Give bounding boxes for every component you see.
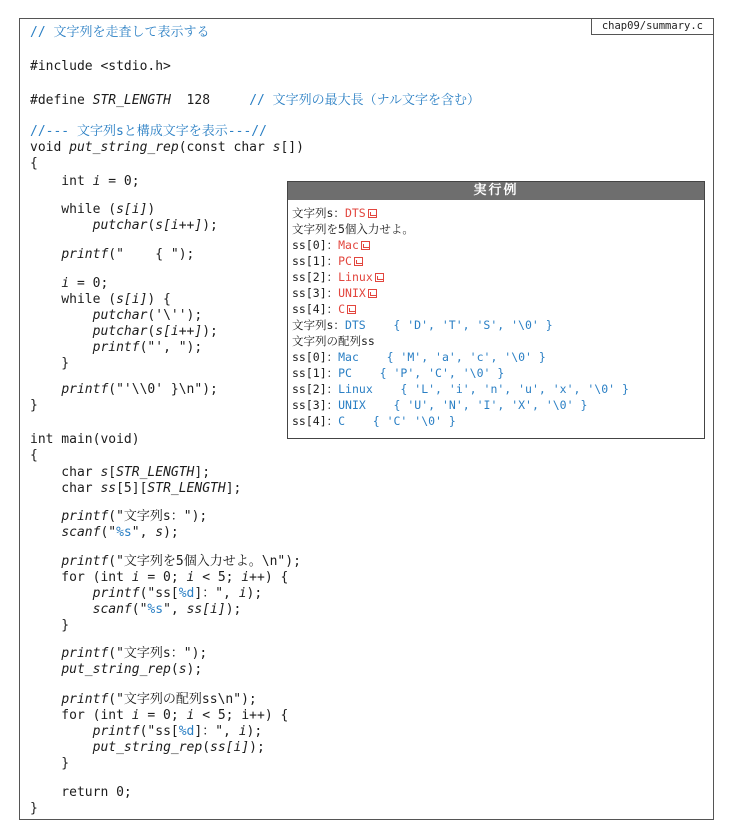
output-value: Mac { 'M', 'a', 'c', '\0' } (338, 350, 546, 364)
output-text: 文字列s： (292, 206, 345, 220)
code-line: { (30, 448, 38, 463)
code-token (30, 324, 93, 339)
code-token: printf (61, 247, 109, 262)
code-token (30, 509, 61, 524)
output-line (292, 253, 363, 269)
code-token: put_string_rep (61, 662, 171, 677)
code-token: ]：", (194, 724, 239, 739)
code-token: []) (280, 140, 304, 155)
output-line (292, 349, 546, 365)
code-token (30, 340, 93, 355)
code-token: ]; (225, 481, 242, 496)
code-token: < 5; (194, 570, 242, 585)
code-token: 128 (170, 93, 250, 108)
code-token: put_string_rep (69, 140, 179, 155)
code-token: s[i] (116, 202, 148, 217)
code-token: while ( (30, 292, 117, 307)
output-text: ss[0]： (292, 350, 339, 364)
code-token: (" (131, 602, 148, 617)
output-value: C { 'C' '\0' } (338, 414, 456, 428)
user-input: Mac (338, 238, 359, 252)
code-token (30, 525, 61, 540)
code-line (30, 174, 140, 190)
output-line (292, 301, 356, 317)
output-line (292, 381, 629, 397)
code-token: ); (163, 525, 179, 540)
code-token: printf (92, 724, 140, 739)
code-token: for (int (30, 708, 132, 723)
user-input: PC (338, 254, 352, 268)
code-token: ++) { (249, 570, 289, 585)
output-value: PC { 'P', 'C', '\0' } (338, 366, 505, 380)
code-line (30, 382, 218, 398)
code-token (30, 646, 61, 661)
code-token: ) (147, 202, 156, 217)
code-token: while ( (30, 202, 117, 217)
code-token: ); (249, 740, 265, 755)
code-token: %s (147, 602, 164, 617)
code-token (30, 740, 93, 755)
code-token: #define (30, 93, 93, 108)
code-line-comment-title: // 文字列を走査して表示する (30, 25, 210, 40)
code-token: ); (246, 724, 263, 739)
code-token: [ (108, 465, 117, 480)
code-token (30, 218, 93, 233)
return-key-icon (361, 241, 370, 250)
code-token: putchar (92, 218, 148, 233)
code-line (30, 465, 210, 481)
return-key-icon (368, 209, 377, 218)
code-token (30, 308, 93, 323)
code-token: i (241, 570, 250, 585)
code-token: (" { "); (108, 247, 195, 262)
code-token: ( (147, 218, 156, 233)
code-token: < 5; i++) { (194, 708, 289, 723)
code-token: = 0; (69, 276, 109, 291)
code-token: ("', "); (139, 340, 203, 355)
code-token: ( (147, 324, 156, 339)
code-token: printf (92, 586, 140, 601)
output-text: ss[3]： (292, 286, 339, 300)
code-line: } (30, 618, 70, 633)
code-token: s[i] (116, 292, 148, 307)
output-text: ss[3]： (292, 398, 339, 412)
execution-example-title: 実行例 (288, 182, 704, 200)
code-token: STR_LENGTH (92, 93, 171, 108)
code-token: ]：", (194, 586, 239, 601)
code-token: ); (202, 324, 218, 339)
code-line (30, 708, 288, 724)
code-token: putchar (92, 308, 148, 323)
output-line (292, 237, 370, 253)
code-token: ("文字列s："); (108, 646, 208, 661)
code-token: ) { (147, 292, 171, 307)
code-token: ", (131, 525, 156, 540)
output-line (292, 397, 587, 413)
code-line (30, 724, 262, 740)
code-token: s (100, 465, 109, 480)
code-token: = 0; (100, 174, 140, 189)
code-token: ("文字列の配列ss\n"); (108, 692, 257, 707)
code-token (30, 382, 61, 397)
code-line (30, 340, 202, 356)
output-line: 文字列の配列ss (292, 334, 375, 348)
code-line (30, 586, 262, 602)
output-line (292, 285, 377, 301)
code-token: = 0; (139, 570, 187, 585)
code-token (30, 586, 93, 601)
code-token: ( (170, 662, 179, 677)
user-input: UNIX (338, 286, 366, 300)
output-text: ss[2]： (292, 270, 339, 284)
user-input: DTS (344, 206, 366, 220)
code-token: STR_LENGTH (116, 465, 195, 480)
code-token: ); (186, 662, 203, 677)
output-value: Linux { 'L', 'i', 'n', 'u', 'x', '\0' } (338, 382, 629, 396)
code-line-comment-func: //--- 文字列sと構成文字を表示---// (30, 124, 267, 139)
code-token (30, 602, 93, 617)
code-token: char (30, 465, 101, 480)
code-line (30, 324, 218, 340)
code-token: scanf (92, 602, 132, 617)
code-token: ("文字列s："); (108, 509, 208, 524)
code-token: printf (61, 554, 109, 569)
code-token: i (61, 276, 70, 291)
code-token: i (92, 174, 101, 189)
code-line: return 0; (30, 785, 132, 800)
code-line (30, 692, 257, 708)
code-token: put_string_rep (92, 740, 203, 755)
code-token: (const char (178, 140, 273, 155)
code-line (30, 509, 207, 525)
output-text: ss[1]： (292, 254, 339, 268)
code-token (30, 662, 61, 677)
code-token: s (155, 525, 164, 540)
code-token: ( (202, 740, 211, 755)
code-line (30, 554, 301, 570)
code-token: STR_LENGTH (147, 481, 226, 496)
code-line: int main(void) (30, 432, 140, 447)
output-line (292, 413, 456, 429)
output-value: UNIX { 'U', 'N', 'I', 'X', '\0' } (338, 398, 588, 412)
code-line (30, 276, 108, 292)
output-line (292, 317, 553, 333)
code-line: { (30, 156, 38, 171)
code-line (30, 247, 194, 263)
code-token: ("ss[ (139, 724, 179, 739)
code-token: i (238, 586, 247, 601)
output-text: ss[4]： (292, 302, 339, 316)
user-input: C (338, 302, 346, 316)
code-token: ("文字列を5個入力せよ。\n"); (108, 554, 301, 569)
output-text: 文字列s： (292, 318, 345, 332)
code-token: char (30, 481, 101, 496)
return-key-icon (354, 257, 363, 266)
code-token: ss[i] (210, 740, 250, 755)
code-token (30, 554, 61, 569)
code-token: [5][ (116, 481, 148, 496)
code-token: printf (61, 692, 109, 707)
code-token: ss[i] (186, 602, 226, 617)
output-value: DTS { 'D', 'T', 'S', '\0' } (344, 318, 553, 332)
code-token: (" (100, 525, 117, 540)
code-token: for (int (30, 570, 132, 585)
code-token: printf (61, 646, 109, 661)
code-comment: // 文字列の最大長（ナル文字を含む） (249, 93, 481, 108)
code-line: } (30, 801, 38, 816)
code-token: printf (92, 340, 140, 355)
code-token (30, 724, 93, 739)
code-line (30, 646, 207, 662)
code-line (30, 740, 265, 756)
code-line (30, 218, 218, 234)
code-line-include: #include <stdio.h> (30, 59, 171, 74)
code-token: s[i++] (155, 218, 203, 233)
code-token: i (131, 570, 140, 585)
code-line (30, 525, 179, 541)
code-token: printf (61, 509, 109, 524)
code-token: s (272, 140, 281, 155)
code-line (30, 308, 202, 324)
code-token: ", (163, 602, 187, 617)
filename-label: chap09/summary.c (591, 18, 714, 35)
code-token: ); (246, 586, 263, 601)
code-token: void (30, 140, 70, 155)
code-line: } (30, 356, 70, 371)
code-token (30, 247, 61, 262)
code-token: %d (178, 586, 195, 601)
code-line (30, 662, 202, 678)
code-token: i (186, 708, 195, 723)
output-line (292, 205, 377, 221)
output-line: 文字列を5個入力せよ。 (292, 222, 414, 236)
output-text: ss[1]： (292, 366, 339, 380)
code-line (30, 570, 288, 586)
return-key-icon (375, 273, 384, 282)
code-token (30, 276, 61, 291)
code-token: printf (61, 382, 109, 397)
code-line (30, 292, 171, 308)
code-line (30, 202, 155, 218)
code-line (30, 140, 304, 156)
code-line: } (30, 756, 70, 771)
code-line (30, 602, 241, 618)
code-token: ss (100, 481, 117, 496)
execution-example-box (287, 181, 705, 439)
code-line-define (30, 93, 480, 109)
code-token: scanf (61, 525, 101, 540)
return-key-icon (347, 305, 356, 314)
code-token: i (238, 724, 247, 739)
code-token: ('\''); (147, 308, 203, 323)
code-token: i (186, 570, 195, 585)
code-token: s[i++] (155, 324, 203, 339)
output-text: ss[4]： (292, 414, 339, 428)
output-line (292, 269, 384, 285)
code-token: ]; (194, 465, 211, 480)
code-token: i (131, 708, 140, 723)
code-token: %d (178, 724, 195, 739)
output-text: ss[0]： (292, 238, 339, 252)
code-line (30, 481, 241, 497)
user-input: Linux (338, 270, 373, 284)
output-line (292, 365, 504, 381)
code-token: = 0; (139, 708, 187, 723)
code-token: ); (225, 602, 242, 617)
output-text: ss[2]： (292, 382, 339, 396)
code-token (30, 692, 61, 707)
code-token: %s (116, 525, 132, 540)
code-token: ); (202, 218, 218, 233)
return-key-icon (368, 289, 377, 298)
code-token: putchar (92, 324, 148, 339)
code-token: ("'\\0' }\n"); (108, 382, 218, 397)
code-token: ("ss[ (139, 586, 179, 601)
code-token: s (178, 662, 187, 677)
code-line: } (30, 398, 38, 413)
code-token: int (30, 174, 93, 189)
